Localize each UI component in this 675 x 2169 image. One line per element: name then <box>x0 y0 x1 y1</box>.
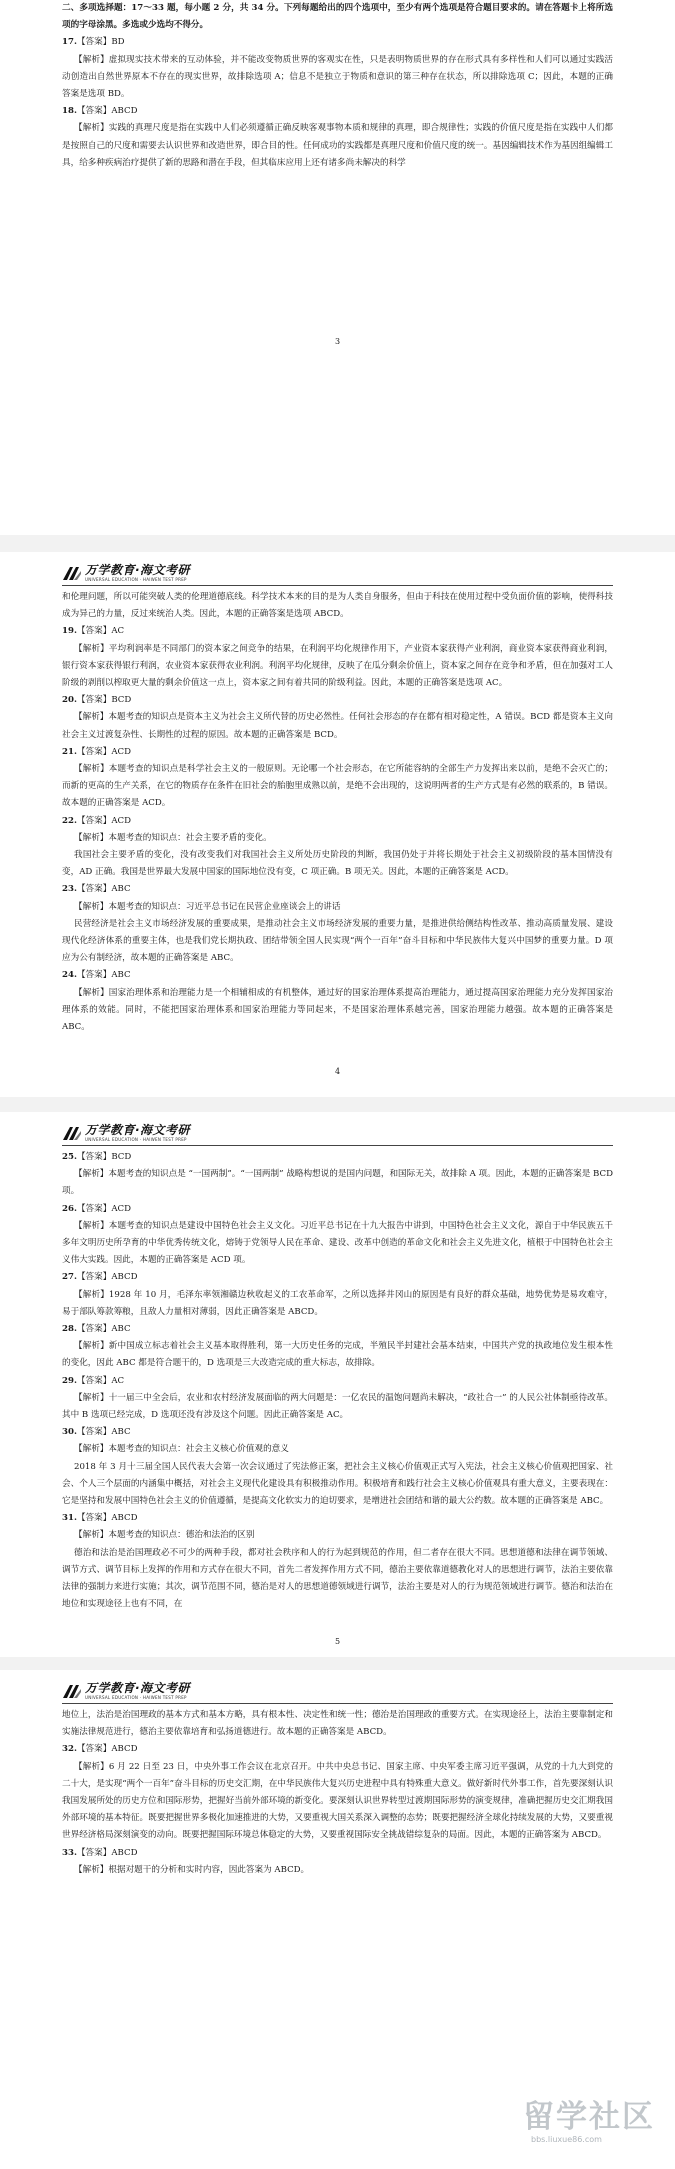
continued-paragraph: 和伦理问题，所以可能突破人类的伦理道德底线。科学技术本来的目的是为人类自身服务，但由于科技在使用过程中受负面价值的影响，使得科技成为异己的力量，反过来统治人类。因此，本题的正确答案是选项 ABCD。 <box>62 592 613 620</box>
answer-text: 【答案】BCD <box>76 695 132 706</box>
question-number: 23. <box>62 884 77 895</box>
page-number: 4 <box>334 1067 341 1076</box>
question-number: 22. <box>62 815 77 826</box>
brand-name: 万学教育·海文考研 <box>85 1681 191 1695</box>
continued-paragraph: 地位上，法治是治国理政的基本方式和基本方略，具有根本性、决定性和统一性；德治是治国理政的重要方式。在实现途径上，法治主要靠制定和实施法律规范进行，德治主要依靠培育和弘扬道德进行。故本题的正确答案是 ABCD。 <box>62 1710 613 1738</box>
explanation-paragraph: 【解析】本题考查的知识点是 “一国两制”。“一国两制” 战略构想说的是国内问题，和国际无关，故排除 A 项。因此，本题的正确答案是 BCD 项。 <box>62 1169 613 1197</box>
explanation-paragraph: 【解析】本题考查的知识点：德治和法治的区别 <box>74 1530 255 1541</box>
body-paragraph: 2018 年 3 月十三届全国人民代表大会第一次会议通过了宪法修正案，把社会主义核心价值观正式写入宪法，社会主义核心价值观把国家、社会、个人三个层面的内涵集中概括，对社会主义现代化建设具有积极推动作用。积极培育和践行社会主义核心价值观具有重大意义，主要表现在：它是坚持和发展中国特色社会主义的价值遵循，是提高文化软实力的迫切要求，是增进社会团结和谐的最大公约数。故本题的正确答案是 ABC。 <box>62 1461 613 1507</box>
question-number: 25. <box>62 1152 77 1162</box>
answer-text: 【答案】ABC <box>76 970 131 981</box>
question-number: 33. <box>62 1847 77 1858</box>
brand-logo-icon <box>62 1683 82 1700</box>
answer-line <box>62 1424 613 1441</box>
explanation-paragraph: 【解析】虚拟现实技术带来的互动体验，并不能改变物质世界的客观实在性，只是表明物质世界的存在形式具有多样性和人们可以通过实践活动创造出自然世界原本不存在的现实世界，故排除选项 A；信息不是独立于物质和意识的第三种存在状态，所以排除选项 C；因此，本题的正确答案是选项 BD。 <box>62 54 613 100</box>
answer-text: 【答案】AC <box>76 1375 125 1386</box>
answer-line <box>62 813 613 830</box>
brand-logo-icon <box>62 1125 82 1142</box>
header-divider <box>62 585 613 586</box>
answer-line <box>62 1373 613 1390</box>
answer-text: 【答案】BD <box>76 37 125 48</box>
answer-text: 【答案】BCD <box>76 1152 132 1162</box>
question-number: 29. <box>62 1375 77 1386</box>
explanation-paragraph: 【解析】本题考查的知识点是建设中国特色社会主义文化。习近平总书记在十九大报告中讲到，中国特色社会主义文化，源自于中华民族五千多年文明历史所孕育的中华优秀传统文化，熔铸于党领导人民在革命、建设、改革中创造的革命文化和社会主义先进文化，植根于中国特色社会主义伟大实践。因此，本题的正确答案是 ACD 项。 <box>62 1220 613 1266</box>
brand-logo <box>62 1678 613 1700</box>
question-number: 26. <box>62 1203 77 1214</box>
question-number: 24. <box>62 970 77 981</box>
explanation-paragraph: 【解析】本题考查的知识点是资本主义为社会主义所代替的历史必然性。任何社会形态的存在都有相对稳定性，A 错误。BCD 都是资本主义向社会主义过渡复杂性、长期性的过程的原因。故本题的正确答案是 BCD。 <box>62 712 613 740</box>
brand-logo <box>62 560 613 582</box>
explanation-paragraph: 【解析】实践的真理尺度是指在实践中人们必须遵循正确反映客观事物本质和规律的真理，即合规律性；实践的价值尺度是指在实践中人们都是按照自己的尺度和需要去认识世界和改造世界，即合目的性。任何成功的实践都是真理尺度和价值尺度的统一。基因编辑技术作为基因组编辑工具，给多种疾病治疗提供了新的思路和潜在手段，但其临床应用上还有诸多尚未解决的科学 <box>62 123 613 168</box>
answer-line <box>62 1845 613 1862</box>
question-number: 32. <box>62 1744 77 1755</box>
answer-text: 【答案】ABC <box>76 1324 131 1335</box>
explanation-paragraph: 【解析】新中国成立标志着社会主义基本取得胜利，第一大历史任务的完成，半殖民半封建社会基本结束，中国共产党的执政地位发生根本性的变化，因此 ABC 都是符合题干的，D 选项是三大改造完成的重大标志，故排除。 <box>62 1341 613 1369</box>
explanation-paragraph: 【解析】平均利润率是不同部门的资本家之间竞争的结果，在利润平均化规律作用下，产业资本家获得产业利润，商业资本家获得商业利润，银行资本家获得银行利润，农业资本家获得农业利润。利润平均化规律，反映了在瓜分剩余价值上，资本家之间存在竞争和矛盾，但在加强对工人阶级的剥削以榨取更大量的剩余价值这一点上，资本家之间有着共同的阶级利益。因此，本题的正确答案是选项 AC。 <box>62 643 613 689</box>
answer-line <box>62 103 613 120</box>
answer-line <box>62 881 613 898</box>
document-page-3 <box>0 0 675 535</box>
explanation-paragraph: 【解析】本题考查的知识点：习近平总书记在民营企业座谈会上的讲话 <box>74 901 341 912</box>
question-number: 18. <box>62 106 77 117</box>
header-divider <box>62 1703 613 1704</box>
explanation-paragraph: 【解析】根据对题干的分析和实时内容，因此答案为 ABCD。 <box>74 1864 310 1875</box>
site-watermark <box>523 2099 661 2149</box>
answer-text: 【答案】ACD <box>76 1203 131 1214</box>
brand-logo-icon <box>62 565 82 582</box>
answer-line <box>62 1510 613 1527</box>
answer-text: 【答案】ABCD <box>76 1513 138 1524</box>
body-paragraph: 德治和法治是治国理政必不可少的两种手段，都对社会秩序和人的行为起到规范的作用，但二者存在很大不同。思想道德和法律在调节领域、调节方式、调节目标上发挥的作用和方式存在很大不同，首先二者发挥作用方式不同，德治主要依靠道德教化对人的思想进行调节，法治主要依靠法律的强制力来进行实施；其次，调节范围不同，德治是对人的思想道德领域进行调节，法治主要是对人的行为规范领域进行调节。德治和法治在地位和实现途径上也有不同，在 <box>62 1547 613 1610</box>
page-number: 5 <box>334 1637 341 1646</box>
answer-text: 【答案】ACD <box>76 746 131 757</box>
brand-name: 万学教育·海文考研 <box>85 563 191 577</box>
answer-text: 【答案】ABCD <box>76 1744 138 1755</box>
answer-text: 【答案】ABCD <box>76 1272 138 1283</box>
brand-subtitle: UNIVERSAL EDUCATION · HAIWEN TEST PREP <box>85 577 187 582</box>
answer-text: 【答案】ABCD <box>76 106 138 117</box>
answer-text: 【答案】ABCD <box>76 1847 138 1858</box>
question-number: 27. <box>62 1272 77 1283</box>
answer-line <box>62 967 613 984</box>
answer-line <box>62 1149 613 1166</box>
answer-line <box>62 1269 613 1286</box>
page-number: 3 <box>334 337 341 346</box>
body-paragraph: 我国社会主要矛盾的变化，没有改变我们对我国社会主义所处历史阶段的判断，我国仍处于并将长期处于社会主义初级阶段的基本国情没有变，AD 正确。我国是世界最大发展中国家的国际地位没有变，C 项正确。B 项无关。因此，本题的正确答案是 ACD。 <box>62 850 613 878</box>
explanation-paragraph: 【解析】本题考查的知识点是科学社会主义的一般原则。无论哪一个社会形态，在它所能容纳的全部生产力发挥出来以前，是绝不会灭亡的；而新的更高的生产关系，在它的物质存在条件在旧社会的胎胞里成熟以前，是绝不会出现的，这说明两者的生产方式是有必然的联系的，B 错误。故本题的正确答案是 ACD。 <box>62 764 613 809</box>
watermark-url: bbs.liuxue86.com <box>531 2135 602 2144</box>
brand-name: 万学教育·海文考研 <box>85 1123 191 1137</box>
question-number: 21. <box>62 746 77 757</box>
answer-text: 【答案】AC <box>76 626 125 637</box>
answer-line <box>62 623 613 640</box>
question-number: 20. <box>62 695 77 706</box>
question-number: 30. <box>62 1427 77 1438</box>
answer-line <box>62 1741 613 1758</box>
page-body <box>62 1707 613 1879</box>
page-body <box>62 1149 613 1613</box>
explanation-paragraph: 【解析】本题考查的知识点：社会主要矛盾的变化。 <box>74 832 272 843</box>
question-number: 19. <box>62 626 77 637</box>
section-heading: 二、多项选择题：17～33 题，每小题 2 分，共 34 分。下列每题给出的四个选项中，至少有两个选项是符合题目要求的。请在答题卡上将所选项的字母涂黑。多选或少选均不得分。 <box>62 3 613 31</box>
answer-line <box>62 692 613 709</box>
answer-text: 【答案】ABC <box>76 1427 131 1438</box>
answer-line <box>62 744 613 761</box>
document-page-5 <box>0 1112 675 1657</box>
document-page-6 <box>0 1670 675 2169</box>
answer-line <box>62 34 613 51</box>
explanation-paragraph: 【解析】1928 年 10 月，毛泽东率领湘赣边秋收起义的工农革命军，之所以选择井冈山的原因是有良好的群众基础，地势优势是易攻难守，易于部队筹款筹粮，且敌人力量相对薄弱，因此正确答案是 ABCD。 <box>62 1289 613 1317</box>
answer-text: 【答案】ABC <box>76 884 131 895</box>
question-number: 28. <box>62 1324 77 1335</box>
body-paragraph: 民营经济是社会主义市场经济发展的重要成果，是推动社会主义市场经济发展的重要力量，是推进供给侧结构性改革、推动高质量发展、建设现代化经济体系的重要主体，也是我们党长期执政、团结带领全国人民实现“两个一百年”奋斗目标和中华民族伟大复兴中国梦的重要力量。D 项应为公有制经济，故本题的正确答案是 ABC。 <box>62 918 613 964</box>
explanation-paragraph: 【解析】十一届三中全会后，农业和农村经济发展面临的两大问题是：一亿农民的温饱问题尚未解决，“政社合一” 的人民公社体制亟待改革。其中 B 选项已经完成，D 选项还没有涉及这个问题。因此正确答案是 AC。 <box>62 1392 613 1421</box>
explanation-paragraph: 【解析】国家治理体系和治理能力是一个相辅相成的有机整体，通过好的国家治理体系提高治理能力，通过提高国家治理能力充分发挥国家治理体系的效能。同时，不能把国家治理体系和国家治理能力等同起来，不是国家治理体系越完善，国家治理能力越强。故本题的正确答案是 ABC。 <box>62 987 613 1033</box>
brand-subtitle: UNIVERSAL EDUCATION · HAIWEN TEST PREP <box>85 1137 187 1142</box>
explanation-paragraph: 【解析】本题考查的知识点：社会主义核心价值观的意义 <box>74 1444 289 1455</box>
header-divider <box>62 1145 613 1146</box>
page-body <box>62 0 613 172</box>
answer-text: 【答案】ACD <box>76 815 131 826</box>
question-number: 31. <box>62 1513 77 1524</box>
watermark-text: 留学社区 <box>523 2099 655 2135</box>
explanation-paragraph: 【解析】6 月 22 日至 23 日，中央外事工作会议在北京召开。中共中央总书记、国家主席、中央军委主席习近平强调，从党的十九大到党的二十大，是实现“两个一百年”奋斗目标的历史交汇期，在中华民族伟大复兴历史进程中具有特殊重大意义。做好新时代外事工作，首先要深刻认识我国发展所处的历史方位和国际形势，把握好当前外部环境的新变化。要深刻认识世界转型过渡期国际形势的演变规律，准确把握历史交汇期我国外部环境的基本特征。既要把握世界多极化加速推进的大势，又要重视大国关系深入调整的态势；既要把握经济全球化持续发展的大势，又要重视世界经济格局深刻演变的动向。既要把握国际环境总体稳定的大势，又要重视国际安全挑战错综复杂的局面。因此，本题的正确答案为 ABCD。 <box>62 1761 613 1841</box>
page-body <box>62 589 613 1036</box>
brand-subtitle: UNIVERSAL EDUCATION · HAIWEN TEST PREP <box>85 1695 187 1700</box>
question-number: 17. <box>62 37 77 48</box>
answer-line <box>62 1321 613 1338</box>
brand-logo <box>62 1120 613 1142</box>
document-page-4 <box>0 552 675 1097</box>
answer-line <box>62 1201 613 1218</box>
